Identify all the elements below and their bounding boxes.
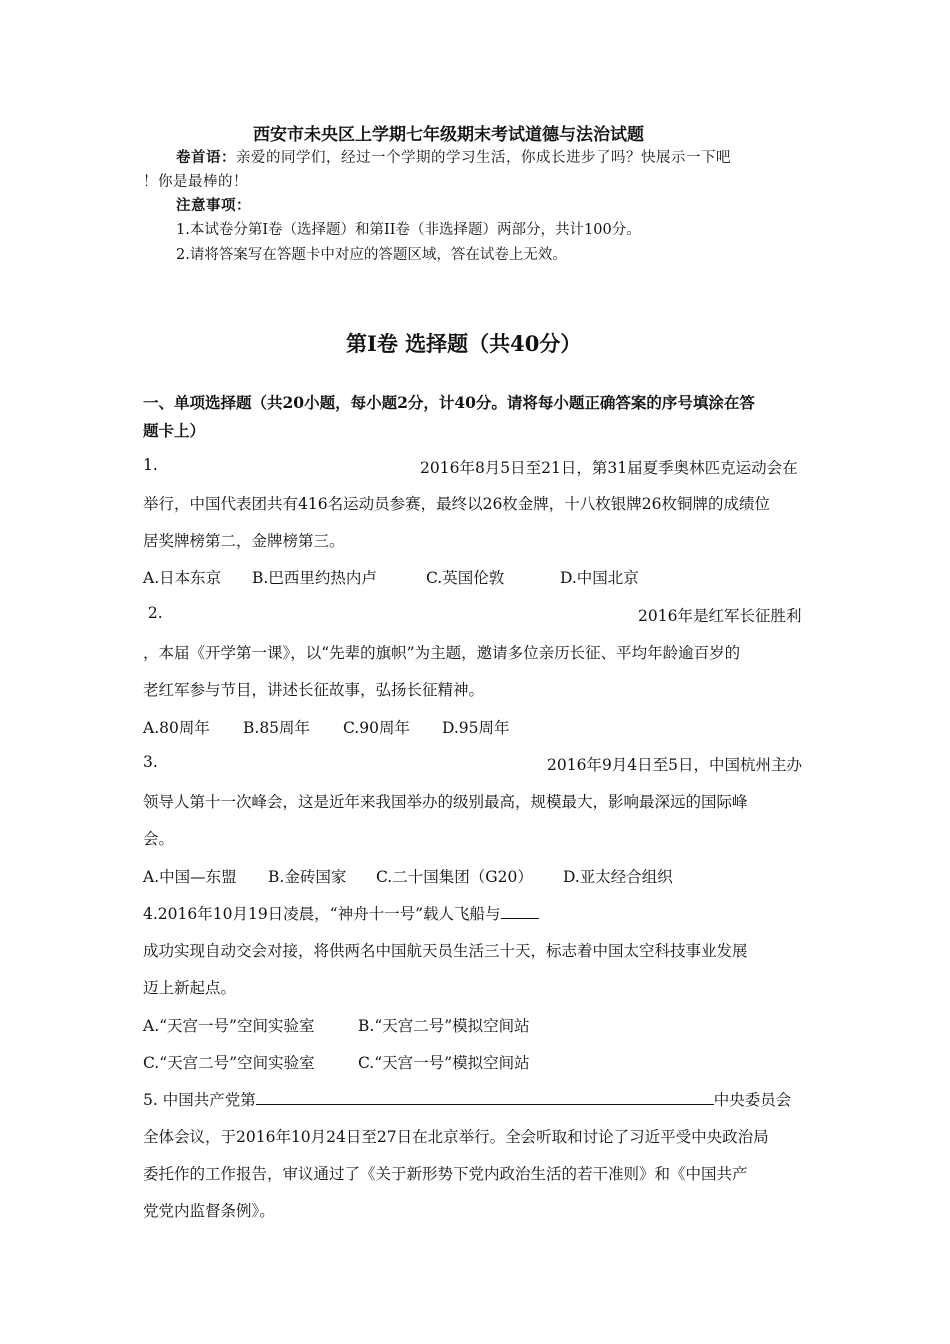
question-4-option-a[interactable]: A.“天宫一号”空间实验室 [143, 1017, 315, 1035]
question-1-option-c[interactable]: C.英国伦敦 [426, 569, 505, 587]
question-5-line: 委托作的工作报告，审议通过了《关于新形势下党内政治生活的若干准则》和《中国共产 [143, 1165, 748, 1183]
question-3-option-a[interactable]: A.中国—东盟 [143, 868, 237, 886]
question-4-head [143, 902, 539, 924]
question-4-option-b[interactable]: B.“天宫二号”模拟空间站 [358, 1017, 530, 1035]
question-1-option-b[interactable]: B.巴西里约热内卢 [252, 569, 377, 587]
question-5-line: 党党内监督条例》。 [143, 1202, 275, 1220]
note-item-2: 2.请将答案写在答题卡中对应的答题区域，答在试卷上无效。 [176, 247, 567, 263]
section-title: 第Ⅰ卷 选择题（共40分） [346, 331, 582, 356]
question-3-head: 2016年9月4日至5日，中国杭州主办 [547, 756, 803, 774]
instructions-line-1: 一、单项选择题（共20小题，每小题2分，计40分。请将每小题正确答案的序号填涂在答 [143, 393, 755, 412]
question-1-number: 1. [143, 456, 158, 474]
instructions-line-2: 题卡上） [143, 421, 206, 440]
foreword-text-1: 亲爱的同学们，经过一个学期的学习生活，你成长进步了吗？快展示一下吧 [236, 150, 731, 166]
foreword-label: 卷首语： [176, 149, 236, 166]
question-2-line: ，本届《开学第一课》，以“先辈的旗帜”为主题，邀请多位亲历长征、平均年龄逾百岁的 [143, 644, 741, 662]
question-2-option-d[interactable]: D.95周年 [442, 719, 510, 737]
question-3-option-c[interactable]: C.二十国集团（G20） [376, 868, 533, 886]
question-3-line: 会。 [143, 830, 175, 848]
question-3-option-b[interactable]: B.金砖国家 [268, 868, 347, 886]
question-3-number: 3. [143, 753, 158, 771]
question-4-line: 迈上新起点。 [143, 979, 237, 997]
notes-label: 注意事项： [176, 197, 251, 214]
question-2-option-c[interactable]: C.90周年 [343, 719, 410, 737]
question-1-option-d[interactable]: D.中国北京 [560, 569, 639, 587]
note-item-1: 1.本试卷分第I卷（选择题）和第II卷（非选择题）两部分，共计100分。 [176, 222, 641, 238]
foreword-line-1 [176, 146, 731, 167]
question-5-head [143, 1088, 791, 1110]
question-5-tail-text: 中央委员会 [713, 1091, 792, 1109]
question-4-option-c[interactable]: C.“天宫二号”空间实验室 [143, 1054, 315, 1072]
question-3-option-d[interactable]: D.亚太经合组织 [563, 868, 673, 886]
question-2-line: 老红军参与节目，讲述长征故事，弘扬长征精神。 [143, 681, 485, 699]
question-4-head-text: 4.2016年10月19日凌晨，“神舟十一号”载人飞船与 [143, 905, 501, 923]
question-2-number: 2. [143, 604, 163, 622]
question-1-line: 居奖牌榜第二，金牌榜第三。 [143, 532, 345, 550]
answer-blank[interactable] [256, 1088, 714, 1105]
question-3-line: 领导人第十一次峰会，这是近年来我国举办的级别最高，规模最大，影响最深远的国际峰 [143, 793, 748, 811]
question-5-line: 全体会议，于2016年10月24日至27日在北京举行。全会听取和讨论了习近平受中央政治局 [143, 1128, 769, 1146]
question-1-head: 2016年8月5日至21日，第31届夏季奥林匹克运动会在 [420, 459, 798, 477]
question-2-option-b[interactable]: B.85周年 [243, 719, 311, 737]
page-title: 西安市未央区上学期七年级期末考试道德与法治试题 [253, 125, 644, 145]
question-2-head: 2016年是红军长征胜利 [638, 607, 802, 625]
question-4-option-d[interactable]: C.“天宫一号”模拟空间站 [358, 1054, 530, 1072]
question-5-head-text: 5. 中国共产党第 [143, 1091, 256, 1109]
foreword-line-2: ！你是最棒的！ [143, 174, 248, 190]
question-1-option-a[interactable]: A.日本东京 [143, 569, 222, 587]
question-1-line: 举行，中国代表团共有416名运动员参赛，最终以26枚金牌，十八枚银牌26枚铜牌的成绩位 [143, 495, 771, 513]
question-4-line: 成功实现自动交会对接，将供两名中国航天员生活三十天，标志着中国太空科技事业发展 [143, 942, 748, 960]
answer-blank[interactable] [501, 902, 539, 919]
question-2-option-a[interactable]: A.80周年 [143, 719, 210, 737]
